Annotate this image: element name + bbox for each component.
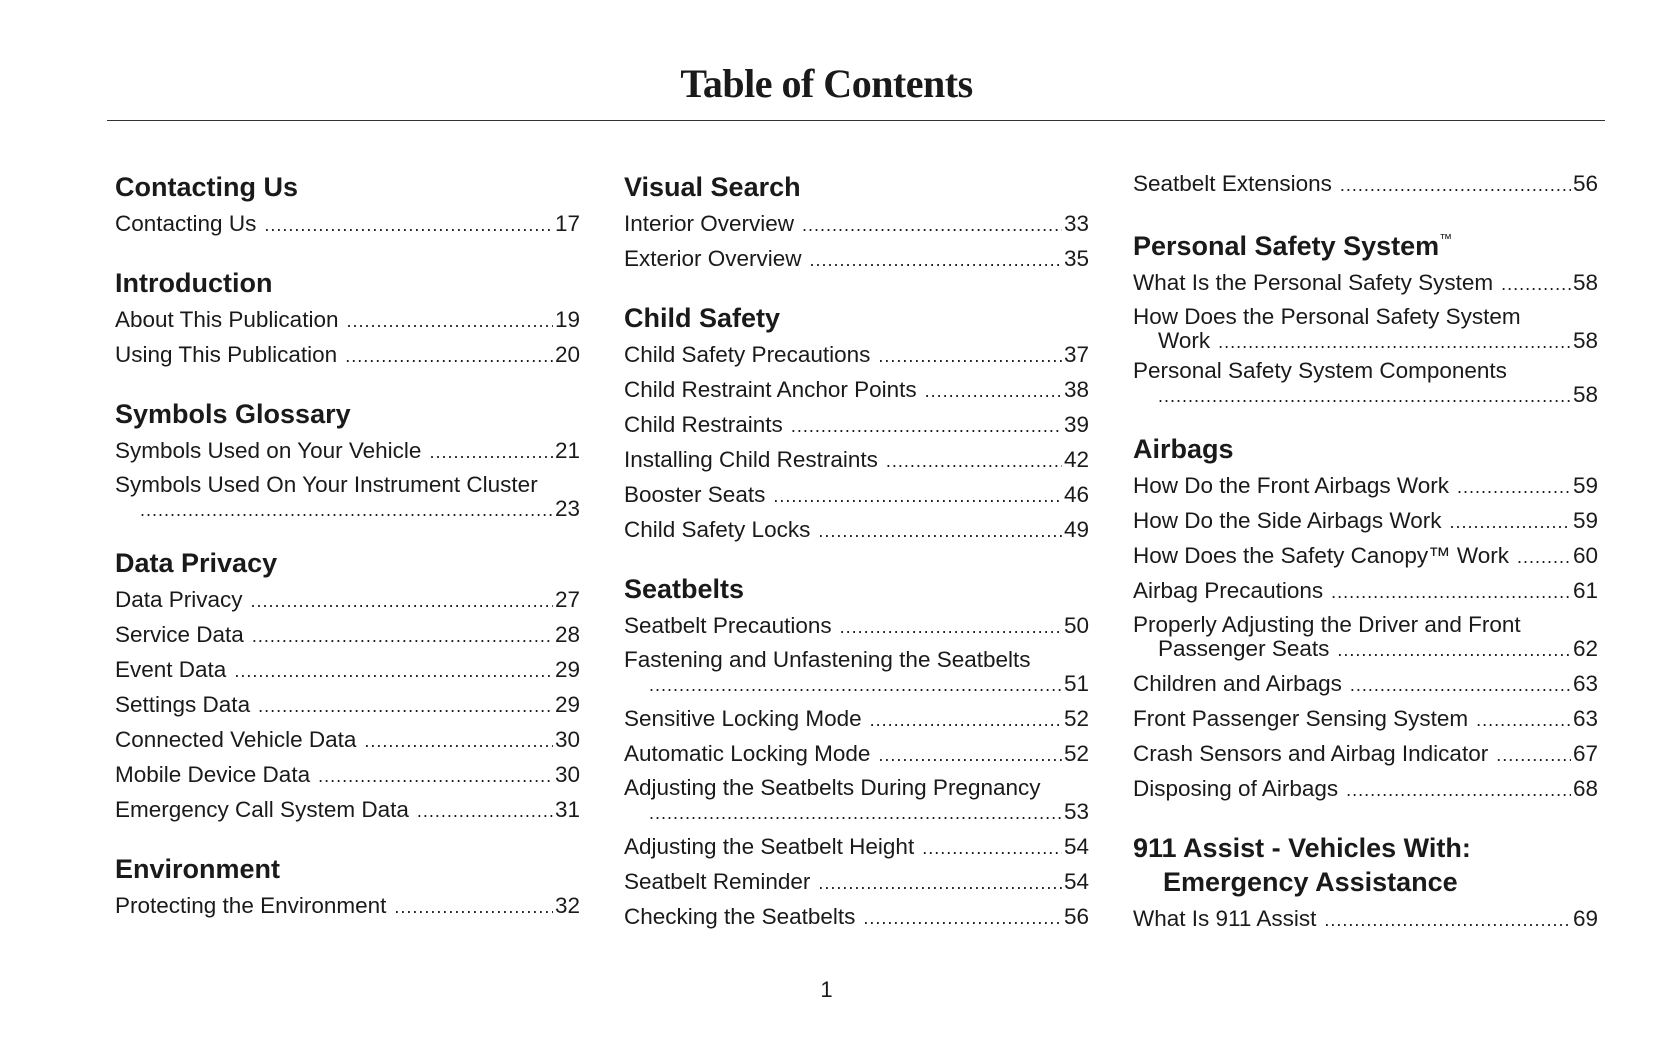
entry-title: Settings Data <box>115 692 251 717</box>
toc-entry-link[interactable] <box>624 776 1089 825</box>
toc-entry-link[interactable] <box>1133 504 1598 539</box>
entry-page-number: 60 <box>1572 543 1598 568</box>
section-heading <box>624 301 1089 335</box>
dot-leader <box>649 801 1062 825</box>
toc-entry-link[interactable] <box>624 865 1089 900</box>
entry-page-number: 61 <box>1572 578 1598 603</box>
dot-leader <box>791 410 1062 443</box>
section-heading <box>115 170 580 204</box>
section-heading-text: Contacting Us <box>115 172 299 202</box>
section-heading-text: Personal Safety System <box>1133 231 1440 261</box>
dot-leader <box>429 436 553 469</box>
dot-leader <box>870 704 1062 737</box>
toc-section <box>115 170 580 242</box>
toc-section <box>624 170 1089 277</box>
section-heading-line2: Emergency Assistance <box>1163 867 1458 897</box>
toc-column-1 <box>115 170 580 948</box>
entry-page-number: 54 <box>1063 834 1089 859</box>
entry-title-continued: Passenger Seats <box>1158 636 1330 661</box>
entry-continuation <box>1133 637 1598 662</box>
entry-title: Using This Publication <box>115 342 338 367</box>
dot-leader <box>394 891 553 924</box>
entry-page-number: 51 <box>1063 671 1089 696</box>
entry-page-number: 23 <box>554 496 580 521</box>
toc-entry-link[interactable] <box>624 373 1089 408</box>
section-heading <box>115 266 580 300</box>
toc-entry-link[interactable] <box>624 609 1089 644</box>
page-title: Table of Contents <box>680 61 973 106</box>
dot-leader <box>1496 739 1571 772</box>
entry-title: Connected Vehicle Data <box>115 727 357 752</box>
entry-title: Front Passenger Sensing System <box>1133 706 1469 731</box>
entry-title: Service Data <box>115 622 244 647</box>
toc-entry-link[interactable] <box>115 583 580 618</box>
entry-page-number: 49 <box>1063 517 1089 542</box>
entry-page-number: 28 <box>554 622 580 647</box>
toc-entry-link[interactable] <box>1133 574 1598 609</box>
entry-continuation <box>115 497 580 522</box>
entry-title: Checking the Seatbelts <box>624 904 856 929</box>
toc-entry-link[interactable] <box>115 793 580 828</box>
dot-leader <box>878 739 1062 772</box>
dot-leader <box>818 515 1062 548</box>
entry-title: How Does the Personal Safety System <box>1133 304 1521 329</box>
toc-entry-link[interactable] <box>115 618 580 653</box>
dot-leader <box>773 480 1062 513</box>
toc-entry-link[interactable] <box>624 443 1089 478</box>
section-heading-text: Seatbelts <box>624 574 745 604</box>
toc-entry-link[interactable] <box>115 688 580 723</box>
section-heading-text: Introduction <box>115 268 273 298</box>
entry-page-number: 30 <box>554 762 580 787</box>
entry-title: Symbols Used on Your Vehicle <box>115 438 422 463</box>
entry-page-number: 39 <box>1063 412 1089 437</box>
section-heading <box>115 546 580 580</box>
entry-page-number: 19 <box>554 307 580 332</box>
toc-section <box>115 546 580 828</box>
toc-entry-link[interactable] <box>1133 737 1598 772</box>
toc-entry-link[interactable] <box>624 338 1089 373</box>
dot-leader <box>863 902 1062 935</box>
entry-title: What Is 911 Assist <box>1133 906 1317 931</box>
entry-title: Booster Seats <box>624 482 766 507</box>
entry-page-number: 30 <box>554 727 580 752</box>
toc-entry-link[interactable] <box>624 408 1089 443</box>
entry-page-number: 35 <box>1063 246 1089 271</box>
dot-leader <box>878 340 1062 373</box>
entry-page-number: 50 <box>1063 613 1089 638</box>
entry-page-number: 56 <box>1063 904 1089 929</box>
toc-entry-link[interactable] <box>115 889 580 924</box>
entry-title: Seatbelt Reminder <box>624 869 811 894</box>
dot-leader <box>1449 506 1570 539</box>
entry-page-number: 32 <box>554 893 580 918</box>
entry-title: Exterior Overview <box>624 246 802 271</box>
toc-entry-link[interactable] <box>624 478 1089 513</box>
dot-leader <box>1158 384 1571 408</box>
toc-entry-link[interactable] <box>115 207 580 242</box>
entry-title: Seatbelt Precautions <box>624 613 832 638</box>
toc-entry-link[interactable] <box>115 338 580 373</box>
section-heading-text: Data Privacy <box>115 548 278 578</box>
dot-leader <box>1457 471 1571 504</box>
entry-page-number: 20 <box>554 342 580 367</box>
toc-entry-link[interactable] <box>115 653 580 688</box>
trademark-mark: ™ <box>1439 231 1453 246</box>
toc-section <box>115 266 580 373</box>
entry-title: Children and Airbags <box>1133 671 1342 696</box>
dot-leader <box>258 690 553 723</box>
dot-leader <box>886 445 1062 478</box>
toc-entry-link[interactable] <box>624 900 1089 935</box>
entry-page-number: 68 <box>1572 776 1598 801</box>
entry-page-number: 33 <box>1063 211 1089 236</box>
toc-section <box>1133 224 1598 408</box>
toc-entry-link[interactable] <box>624 648 1089 697</box>
entry-continuation <box>624 672 1089 697</box>
dot-leader <box>264 209 553 242</box>
toc-entry-link[interactable] <box>1133 469 1598 504</box>
section-heading-text: Child Safety <box>624 303 781 333</box>
entry-title-continued: Work <box>1158 328 1211 353</box>
entry-page-number: 56 <box>1572 171 1598 196</box>
entry-title: What Is the Personal Safety System <box>1133 270 1494 295</box>
dot-leader <box>364 725 553 758</box>
toc-entry-link[interactable] <box>115 758 580 793</box>
dot-leader <box>1346 774 1571 807</box>
entry-page-number: 59 <box>1572 508 1598 533</box>
dot-leader <box>1331 576 1571 609</box>
dot-leader <box>1501 268 1571 301</box>
entry-title: How Does the Safety Canopy™ Work <box>1133 543 1509 568</box>
entry-page-number: 21 <box>554 438 580 463</box>
entry-title: Properly Adjusting the Driver and Front <box>1133 612 1521 637</box>
dot-leader <box>1340 169 1571 202</box>
dot-leader <box>818 867 1062 900</box>
entry-page-number: 37 <box>1063 342 1089 367</box>
section-heading-text: Airbags <box>1133 434 1234 464</box>
entry-title: Protecting the Environment <box>115 893 387 918</box>
entry-page-number: 29 <box>554 692 580 717</box>
entry-title: Adjusting the Seatbelts During Pregnancy <box>624 775 1041 800</box>
entry-page-number: 42 <box>1063 447 1089 472</box>
dot-leader <box>252 620 553 653</box>
entry-title: How Do the Front Airbags Work <box>1133 473 1449 498</box>
toc-entry-link[interactable] <box>1133 539 1598 574</box>
entry-title: Child Safety Locks <box>624 517 811 542</box>
dot-leader <box>234 655 553 688</box>
entry-page-number: 17 <box>554 211 580 236</box>
toc-section <box>1133 432 1598 807</box>
entry-title: Automatic Locking Mode <box>624 741 871 766</box>
toc-section <box>115 852 580 924</box>
entry-page-number: 53 <box>1063 799 1089 824</box>
toc-section <box>1133 831 1598 937</box>
entry-title: Child Restraint Anchor Points <box>624 377 917 402</box>
entry-continuation <box>1133 383 1598 408</box>
dot-leader <box>140 498 553 522</box>
dot-leader <box>802 209 1062 242</box>
dot-leader <box>251 585 553 618</box>
toc-entry-link[interactable] <box>1133 613 1598 662</box>
entry-page-number: 27 <box>554 587 580 612</box>
dot-leader <box>1218 330 1571 354</box>
toc-entry-link[interactable] <box>1133 702 1598 737</box>
dot-leader <box>1350 669 1571 702</box>
entry-title: Installing Child Restraints <box>624 447 878 472</box>
toc-column-3 <box>1133 167 1598 961</box>
toc-entry-link[interactable] <box>115 723 580 758</box>
section-heading <box>624 170 1089 204</box>
entry-title: Event Data <box>115 657 227 682</box>
entry-title: Mobile Device Data <box>115 762 311 787</box>
entry-title: Symbols Used On Your Instrument Cluster <box>115 472 538 497</box>
dot-leader <box>345 340 553 373</box>
entry-title: Child Safety Precautions <box>624 342 871 367</box>
dot-leader <box>318 760 553 793</box>
toc-entry-link[interactable] <box>1133 305 1598 354</box>
toc-entry-link[interactable] <box>624 513 1089 548</box>
entry-page-number: 58 <box>1572 270 1598 295</box>
entry-page-number: 31 <box>554 797 580 822</box>
entry-page-number: 58 <box>1572 328 1598 353</box>
section-heading <box>1133 224 1598 263</box>
toc-entry-link[interactable] <box>115 473 580 522</box>
toc-section <box>1133 167 1598 202</box>
section-heading <box>115 397 580 431</box>
section-heading-text: 911 Assist - Vehicles With: <box>1133 833 1471 863</box>
entry-title: Child Restraints <box>624 412 783 437</box>
entry-page-number: 52 <box>1063 706 1089 731</box>
dot-leader <box>417 795 553 828</box>
entry-page-number: 67 <box>1572 741 1598 766</box>
dot-leader <box>1324 904 1571 937</box>
section-heading-text: Symbols Glossary <box>115 399 351 429</box>
dot-leader <box>810 244 1062 277</box>
entry-page-number: 62 <box>1572 636 1598 661</box>
entry-page-number: 63 <box>1572 671 1598 696</box>
toc-entry-link[interactable] <box>624 207 1089 242</box>
dot-leader <box>925 375 1062 408</box>
entry-title: Interior Overview <box>624 211 795 236</box>
dot-leader <box>1476 704 1571 737</box>
entry-title: Contacting Us <box>115 211 257 236</box>
title-divider <box>107 120 1605 121</box>
entry-title: Data Privacy <box>115 587 243 612</box>
section-heading <box>115 852 580 886</box>
toc-section <box>115 397 580 522</box>
toc-entry-link[interactable] <box>115 303 580 338</box>
entry-page-number: 58 <box>1572 382 1598 407</box>
section-heading-text: Environment <box>115 854 281 884</box>
entry-title: Fastening and Unfastening the Seatbelts <box>624 647 1031 672</box>
toc-entry-link[interactable] <box>1133 902 1598 937</box>
section-heading <box>624 572 1089 606</box>
section-heading <box>1133 432 1598 466</box>
dot-leader <box>1517 541 1571 574</box>
toc-entry-link[interactable] <box>1133 667 1598 702</box>
entry-title: Emergency Call System Data <box>115 797 409 822</box>
dot-leader <box>840 611 1062 644</box>
toc-entry-link[interactable] <box>1133 266 1598 301</box>
entry-title: Seatbelt Extensions <box>1133 171 1332 196</box>
entry-title: How Do the Side Airbags Work <box>1133 508 1442 533</box>
toc-entry-link[interactable] <box>624 830 1089 865</box>
entry-page-number: 52 <box>1063 741 1089 766</box>
dot-leader <box>346 305 552 338</box>
toc-entry-link[interactable] <box>624 702 1089 737</box>
toc-entry-link[interactable] <box>115 434 580 469</box>
toc-entry-link[interactable] <box>1133 167 1598 202</box>
entry-title: Crash Sensors and Airbag Indicator <box>1133 741 1489 766</box>
entry-title: About This Publication <box>115 307 339 332</box>
entry-title: Personal Safety System Components <box>1133 358 1507 383</box>
entry-page-number: 69 <box>1572 906 1598 931</box>
entry-page-number: 29 <box>554 657 580 682</box>
entry-continuation <box>1133 329 1598 354</box>
toc-entry-link[interactable] <box>1133 359 1598 408</box>
entry-title: Sensitive Locking Mode <box>624 706 862 731</box>
page-number: 1 <box>820 977 833 1002</box>
toc-entry-link[interactable] <box>624 242 1089 277</box>
dot-leader <box>922 832 1062 865</box>
entry-continuation <box>624 800 1089 825</box>
dot-leader <box>649 673 1062 697</box>
entry-title: Disposing of Airbags <box>1133 776 1339 801</box>
toc-section <box>624 301 1089 548</box>
section-heading <box>1133 831 1598 899</box>
toc-section <box>624 572 1089 935</box>
entry-title: Adjusting the Seatbelt Height <box>624 834 915 859</box>
entry-page-number: 46 <box>1063 482 1089 507</box>
toc-entry-link[interactable] <box>1133 772 1598 807</box>
entry-title: Airbag Precautions <box>1133 578 1324 603</box>
entry-page-number: 59 <box>1572 473 1598 498</box>
toc-entry-link[interactable] <box>624 737 1089 772</box>
entry-page-number: 63 <box>1572 706 1598 731</box>
section-heading-text: Visual Search <box>624 172 801 202</box>
entry-page-number: 54 <box>1063 869 1089 894</box>
toc-column-2 <box>624 170 1089 959</box>
entry-page-number: 38 <box>1063 377 1089 402</box>
dot-leader <box>1337 638 1571 662</box>
